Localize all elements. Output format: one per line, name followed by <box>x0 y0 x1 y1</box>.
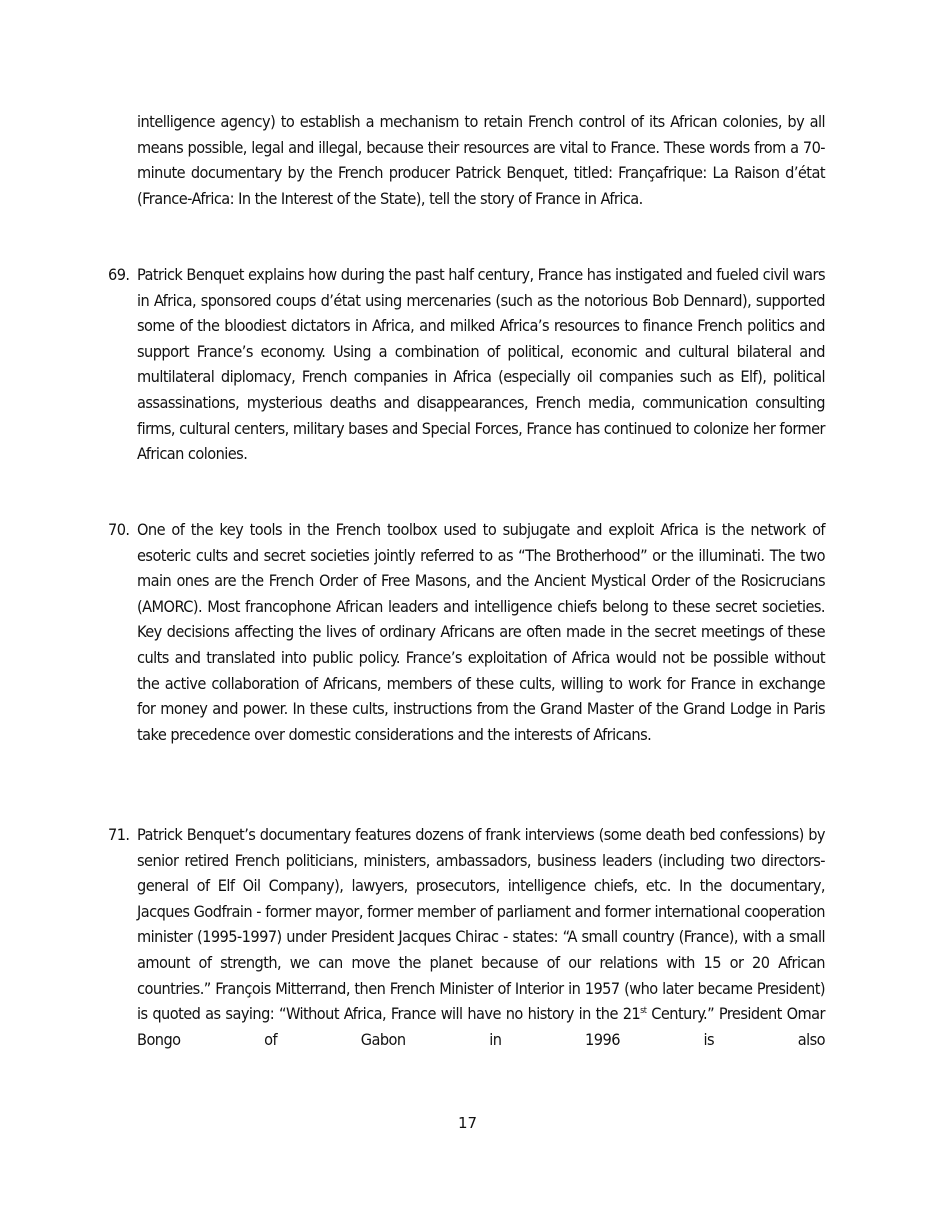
numbered-paragraph-70 <box>108 517 825 747</box>
paragraph-number: 69. <box>108 265 130 284</box>
paragraph-text <box>137 822 825 1052</box>
paragraph-continued <box>137 109 825 211</box>
paragraph-text-part: Century.” President Omar Bongo of Gabon in 1996 is also <box>137 1004 825 1049</box>
paragraph-text: intelligence agency) to establish a mechanism to retain French control of its African colonies, by all means possible, legal and illegal, because their resources are vital to France. These words from a 70-minute documentary by the French producer Patrick Benquet, titled: Françafrique: La Raison d’état (France-Africa: In the Interest of the State), tell the story of France in Africa. <box>137 112 825 208</box>
paragraph-number: 71. <box>108 825 130 844</box>
paragraph-text: Patrick Benquet explains how during the past half century, France has instigated and fueled civil wars in Africa, sponsored coups d’état using mercenaries (such as the notorious Bob Dennard), supported some of the bloodiest dictators in Africa, and milked Africa’s resources to finance French politics and support France’s economy. Using a combination of political, economic and cultural bilateral and multilateral diplomacy, French companies in Africa (especially oil companies such as Elf), political assassinations, mysterious deaths and disappearances, French media, communication consulting firms, cultural centers, military bases and Special Forces, France has continued to colonize her former African colonies. <box>137 265 825 464</box>
paragraph-text-part: Patrick Benquet’s documentary features dozens of frank interviews (some death bed confessions) by senior retired French politicians, ministers, ambassadors, business leaders (including two directors-general of Elf Oil Company), lawyers, prosecutors, intelligence chiefs, etc. In the documentary, Jacques Godfrain - former mayor, former member of parliament and former international cooperation minister (1995-1997) under President Jacques Chirac - states: “A small country (France), with a small amount of strength, we can move the planet because of our relations with 15 or 20 African countries.” François Mitterrand, then French Minister of Interior in 1957 (who later became President) is quoted as saying: “Without Africa, France will have no history in the 21 <box>137 825 825 1024</box>
paragraph-number: 70. <box>108 520 130 539</box>
paragraph-text: One of the key tools in the French toolbox used to subjugate and exploit Africa is the network of esoteric cults and secret societies jointly referred to as “The Brotherhood” or the illuminati. The two main ones are the French Order of Free Masons, and the Ancient Mystical Order of the Rosicrucians (AMORC). Most francophone African leaders and intelligence chiefs belong to these secret societies. Key decisions affecting the lives of ordinary Africans are often made in the secret meetings of these cults and translated into public policy. France’s exploitation of Africa would not be possible without the active collaboration of Africans, members of these cults, willing to work for France in exchange for money and power. In these cults, instructions from the Grand Master of the Grand Lodge in Paris take precedence over domestic considerations and the interests of Africans. <box>137 520 825 744</box>
numbered-paragraph-71 <box>108 822 825 1052</box>
ordinal-superscript: st <box>640 1006 647 1017</box>
page-number: 17 <box>457 1114 478 1132</box>
numbered-paragraph-69 <box>108 262 825 467</box>
